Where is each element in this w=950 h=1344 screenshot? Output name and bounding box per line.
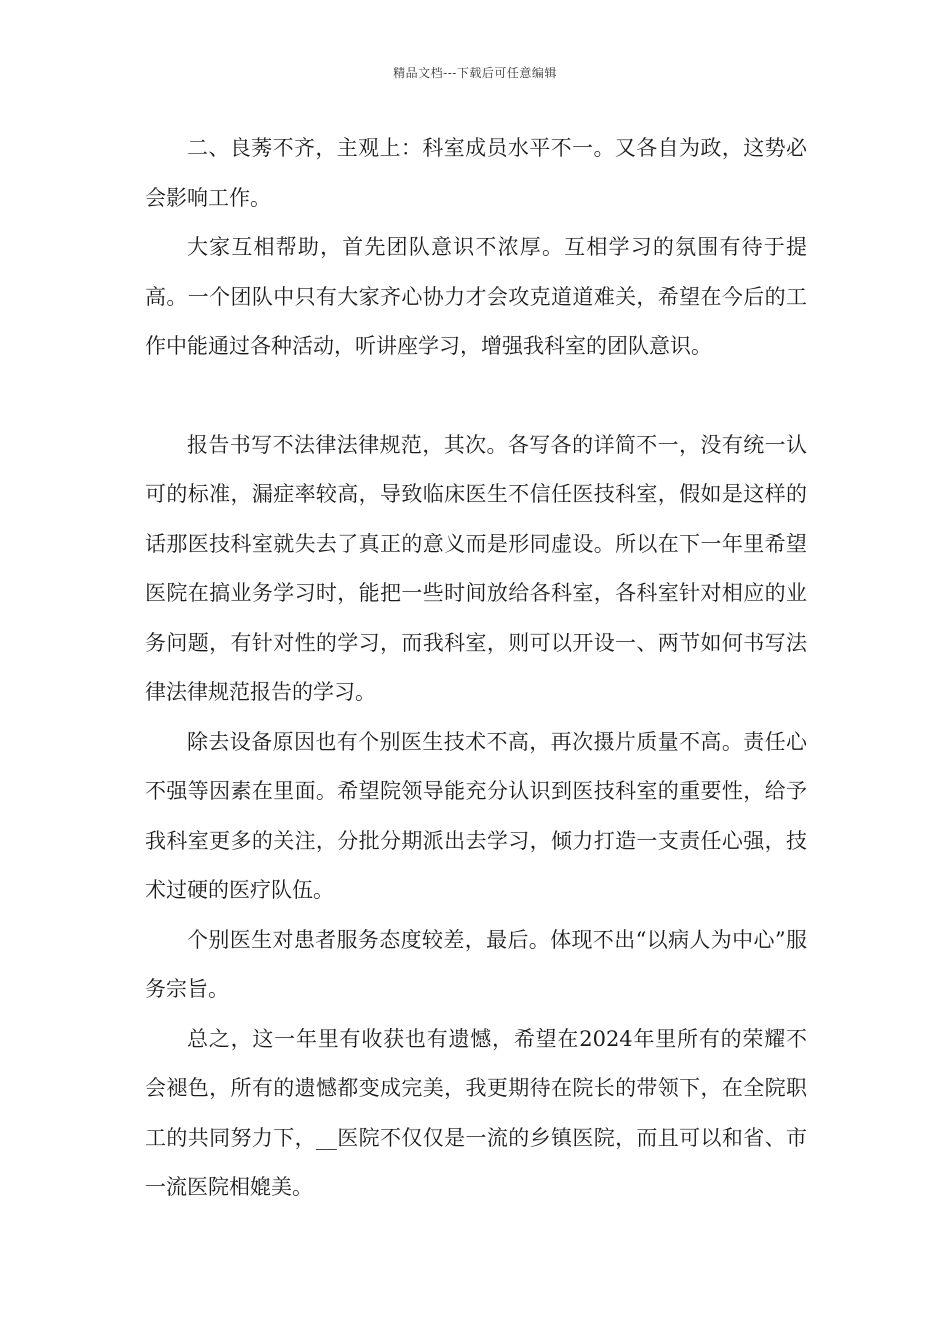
- paragraph: 大家互相帮助，首先团队意识不浓厚。互相学习的氛围有待于提高。一个团队中只有大家齐心协力才会攻克道道难关，希望在今后的工作中能通过各种活动，听讲座学习，增强我科室的团队意识。: [145, 235, 807, 358]
- paragraph: 个别医生对患者服务态度较差，最后。体现不出“以病人为中心”服务宗旨。: [145, 927, 807, 1001]
- paragraph: 除去设备原因也有个别医生技术不高，再次摄片质量不高。责任心不强等因素在里面。希望院领导能充分认识到医技科室的重要性，给予我科室更多的关注，分批分期派出去学习，倾力打造一支责任心强，技术过硬的医疗队伍。: [145, 729, 807, 902]
- paragraph: 报告书写不法律法律规范，其次。各写各的详简不一，没有统一认可的标准，漏症率较高，导致临床医生不信任医技科室，假如是这样的话那医技科室就失去了真正的意义而是形同虚设。所以在下一年里希望医院在搞业务学习时，能把一些时间放给各科室，各科室针对相应的业务问题，有针对性的学习，而我科室，则可以开设一、两节如何书写法律法律规范报告的学习。: [145, 432, 807, 704]
- paragraph-spacer: [145, 372, 807, 421]
- document-body: [145, 124, 807, 1213]
- paragraph: 二、良莠不齐，主观上：科室成员水平不一。又各自为政，这势必会影响工作。: [145, 136, 807, 210]
- paragraph: 总之，这一年里有收获也有遗憾，希望在2024年里所有的荣耀不会褪色，所有的遗憾都变成完美，我更期待在院长的带领下，在全院职工的共同努力下，__医院不仅仅是一流的乡镇医院，而且可以和省、市一流医院相媲美。: [145, 1026, 807, 1199]
- page-header: 精品文档---下载后可任意编辑: [393, 66, 557, 80]
